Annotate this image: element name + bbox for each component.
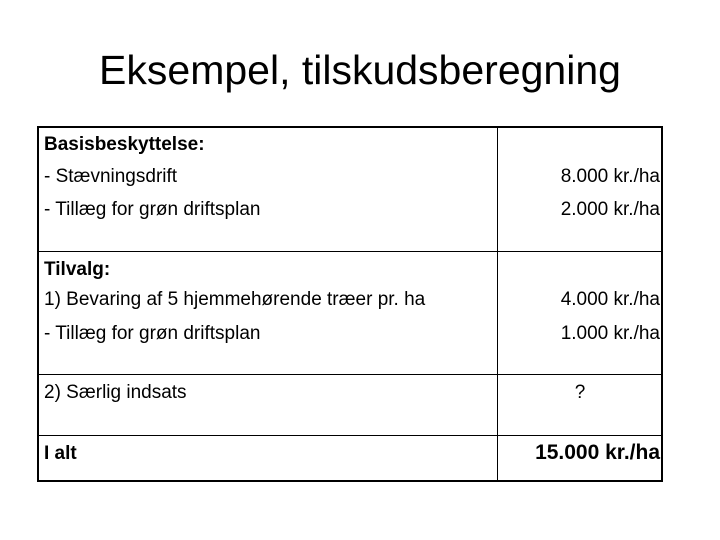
row-divider — [39, 435, 661, 436]
row-divider — [39, 374, 661, 375]
saerlig-label: 2) Særlig indsats — [44, 382, 187, 403]
basis-row-value: 8.000 kr./ha — [560, 166, 660, 187]
basis-row-label: - Tillæg for grøn driftsplan — [44, 199, 261, 220]
tilvalg-row-value: 4.000 kr./ha — [560, 289, 660, 310]
tilvalg-row-label: - Tillæg for grøn driftsplan — [44, 323, 261, 344]
slide-title: Eksempel, tilskudsberegning — [99, 47, 621, 93]
tilvalg-heading: Tilvalg: — [44, 259, 111, 280]
tilvalg-row-value: 1.000 kr./ha — [560, 323, 660, 344]
subsidy-table — [37, 126, 663, 482]
tilvalg-row-label: 1) Bevaring af 5 hjemmehørende træer pr. ha — [44, 289, 426, 310]
row-divider — [39, 251, 661, 252]
saerlig-value: ? — [574, 382, 586, 403]
total-label: I alt — [44, 443, 77, 464]
basis-heading: Basisbeskyttelse: — [44, 134, 205, 155]
total-value: 15.000 kr./ha — [535, 441, 660, 464]
basis-row-label: - Stævningsdrift — [44, 166, 178, 187]
basis-row-value: 2.000 kr./ha — [560, 199, 660, 220]
